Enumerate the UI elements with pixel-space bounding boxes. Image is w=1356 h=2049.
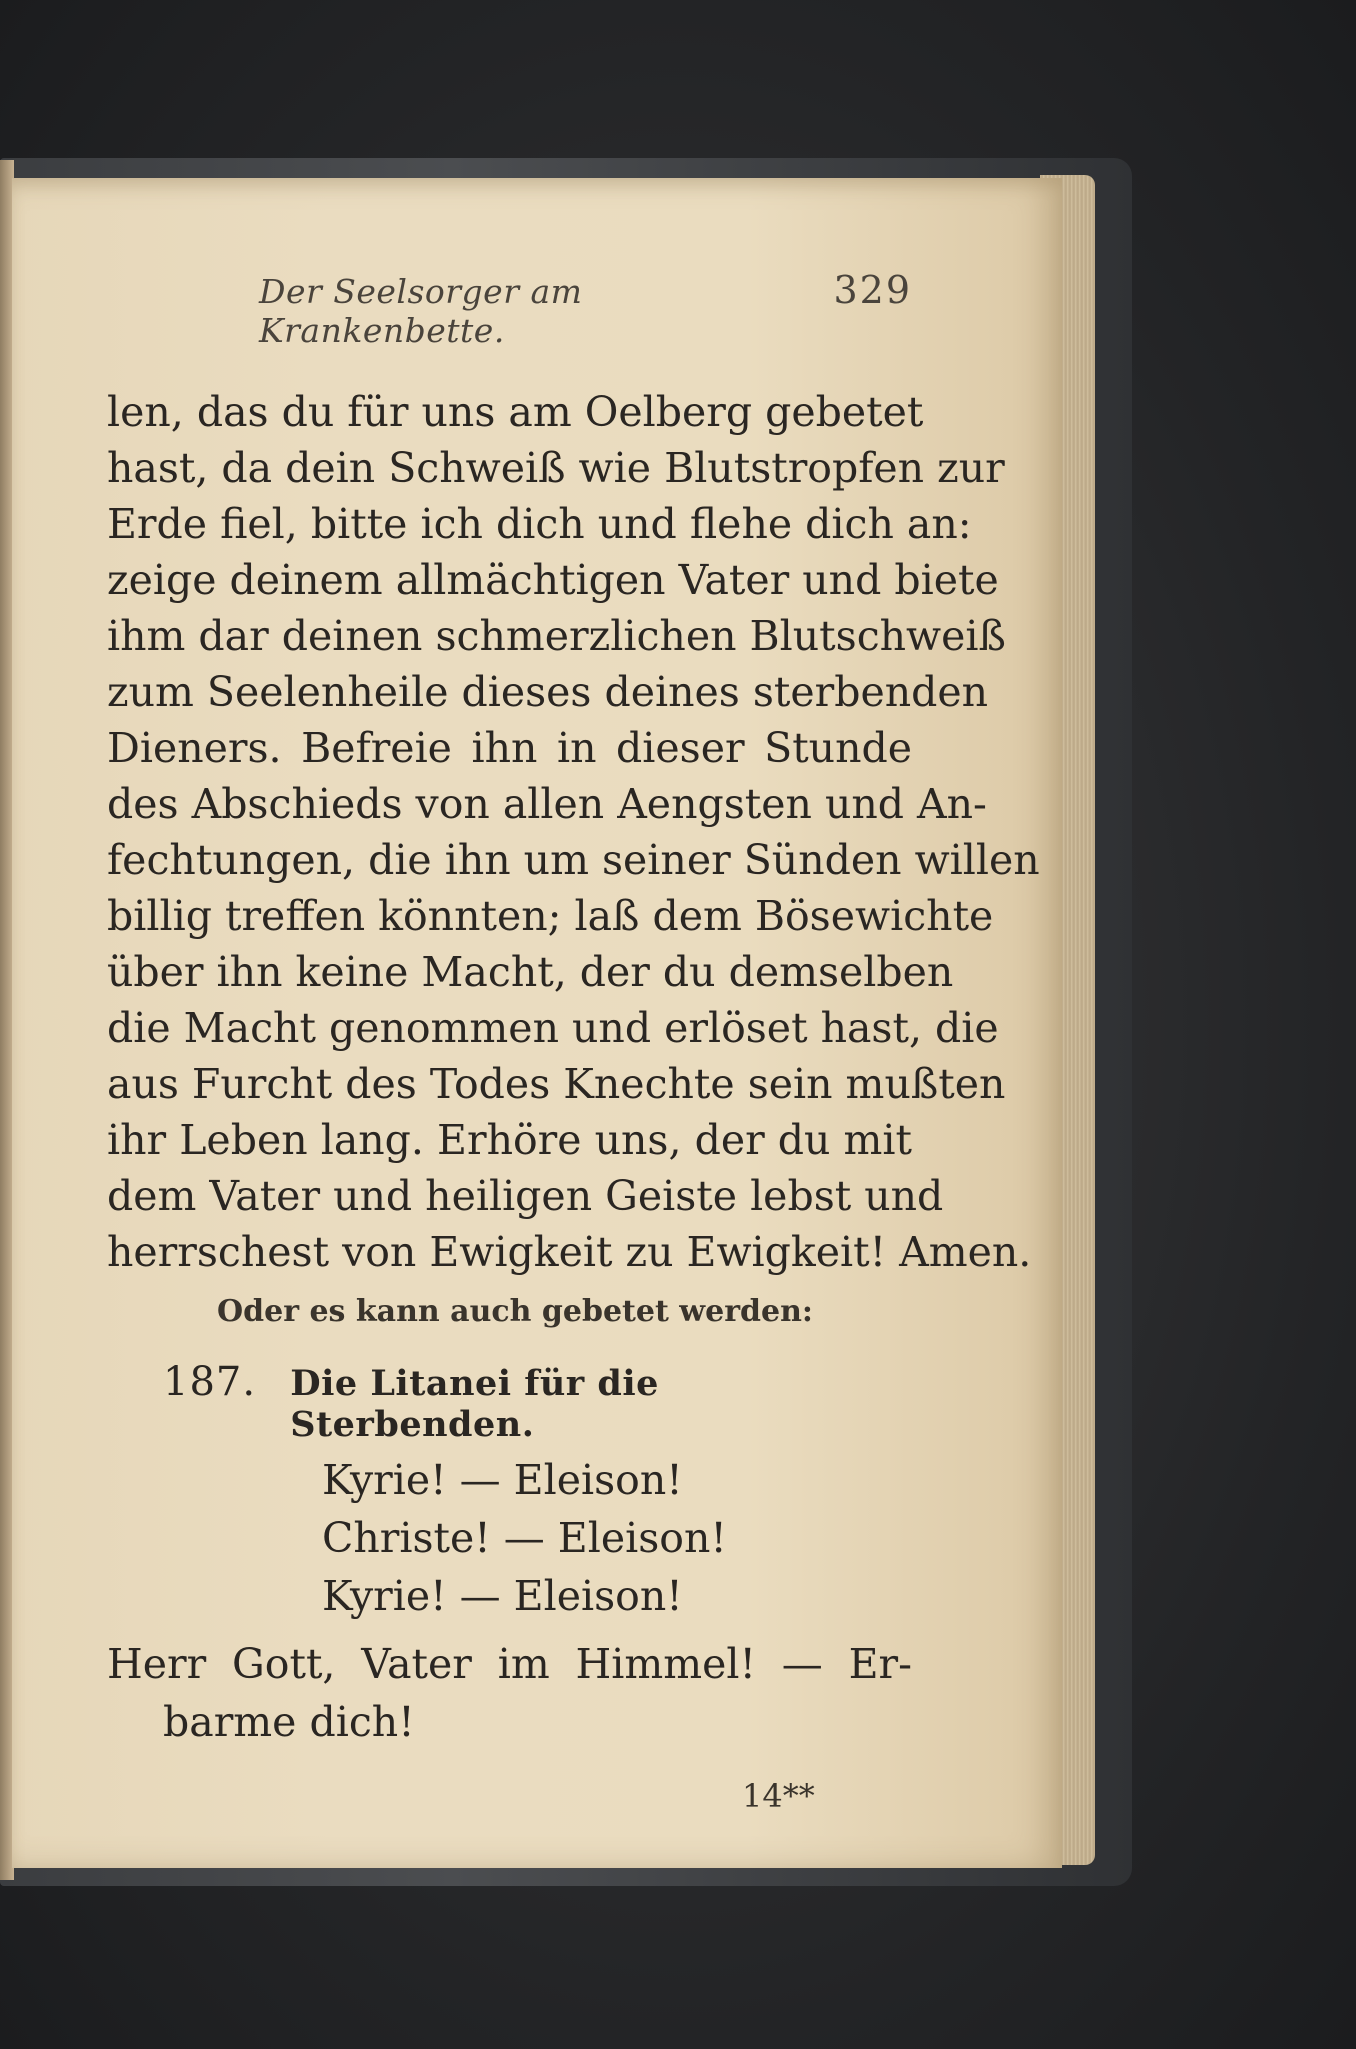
closing-line: Herr Gott, Vater im Himmel! — Er- (107, 1640, 912, 1688)
section-heading (163, 1359, 912, 1445)
closing-invocation (107, 1635, 912, 1751)
page-number: 329 (833, 268, 912, 312)
text-line: des Abschieds von allen Aengsten und An- (107, 780, 987, 828)
text-line: billig treffen könnten; laß dem Bösewichte (107, 892, 994, 940)
text-line: ihm dar deinen schmerzlichen Blutschweiß (107, 612, 1006, 660)
closing-line: barme dich! (163, 1698, 415, 1746)
header-title: Der Seelsorger am Krankenbette. (259, 272, 583, 350)
text-line: aus Furcht des Todes Knechte sein mußten (107, 1060, 1006, 1108)
text-line: die Macht genommen und erlöset hast, die (107, 1004, 999, 1052)
text-line: herrschest von Ewigkeit zu Ewigkeit! Amen. (107, 1228, 1032, 1276)
text-line: zum Seelenheile dieses deines sterbenden (107, 668, 989, 716)
section-number: 187. (163, 1359, 257, 1405)
body-text (107, 384, 1040, 1280)
page-content (107, 268, 1040, 1815)
book-page (12, 178, 1062, 1868)
text-line: fechtungen, die ihn um seiner Sünden willen (107, 836, 1040, 884)
text-line: Dieners. Befreie ihn in dieser Stunde (107, 724, 912, 772)
text-line: Erde fiel, bitte ich dich und flehe dich an: (107, 500, 972, 548)
litany-line: Kyrie! — Eleison! (322, 1456, 683, 1504)
text-line: zeige deinem allmächtigen Vater und biete (107, 556, 999, 604)
signature-mark: 14** (742, 1777, 815, 1815)
litany-line: Christe! — Eleison! (322, 1514, 727, 1562)
rubric-note: Oder es kann auch gebetet werden: (217, 1294, 813, 1329)
running-header (259, 268, 912, 350)
text-line: über ihn keine Macht, der du demselben (107, 948, 954, 996)
litany-line: Kyrie! — Eleison! (322, 1572, 683, 1620)
text-line: ihr Leben lang. Erhöre uns, der du mit (107, 1116, 912, 1164)
text-line: dem Vater und heiligen Geiste lebst und (107, 1172, 944, 1220)
text-line: hast, da dein Schweiß wie Blutstropfen zur (107, 444, 1005, 492)
litany-block (107, 1451, 912, 1625)
text-line: len, das du für uns am Oelberg gebetet (107, 388, 924, 436)
section-title: Die Litanei für die Sterbenden. (290, 1363, 659, 1445)
